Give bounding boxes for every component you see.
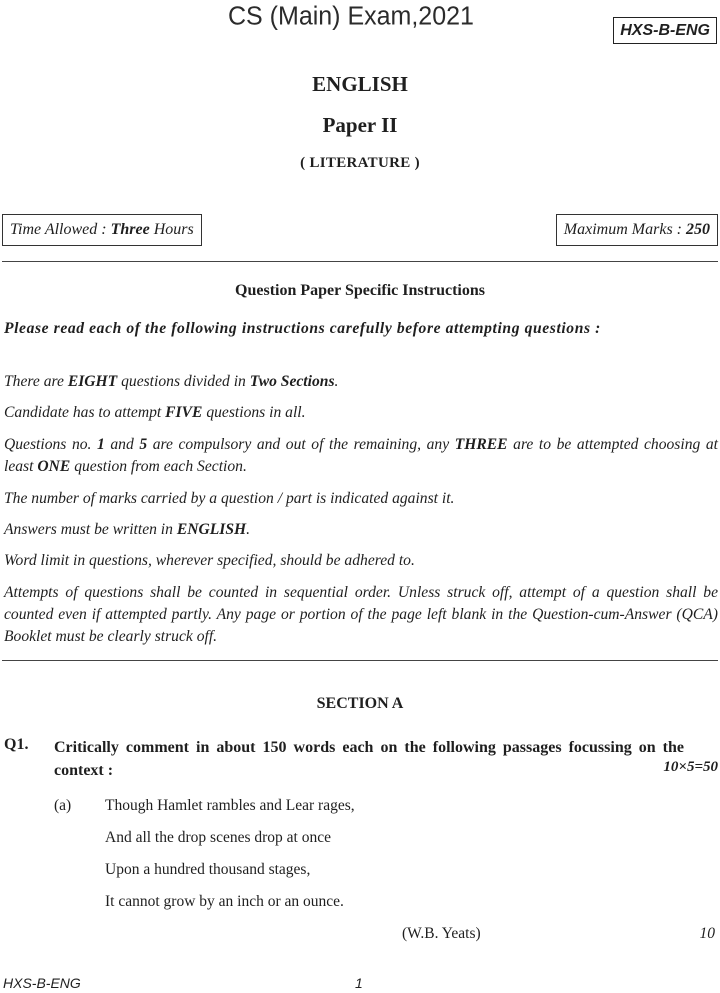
instruction-1 xyxy=(4,371,718,393)
instruction-text: Candidate has to attempt xyxy=(4,404,166,421)
divider-middle xyxy=(2,660,718,661)
exam-stamp: CS (Main) Exam,2021 xyxy=(228,1,474,31)
instruction-7: Attempts of questions shall be counted in sequential order. Unless struck off, attempt of a question shall be counted even if attempted partly. Any page or portion of the page left blank in the Question-cum-Answer (QCA) Booklet must be clearly struck off. xyxy=(4,584,718,645)
section-heading: SECTION A xyxy=(316,695,404,712)
time-unit: Hours xyxy=(153,221,194,238)
poem-line: Upon a hundred thousand stages, xyxy=(105,861,311,878)
instruction-text: Answers must be written in xyxy=(4,521,177,538)
subject-title: ENGLISH xyxy=(312,72,408,96)
instruction-4: The number of marks carried by a question / part is indicated against it. xyxy=(4,490,455,507)
instructions-lead: Please read each of the following instructions carefully before attempting questions : xyxy=(4,320,601,337)
instruction-emphasis: Two Sections xyxy=(249,373,335,390)
time-label: Time Allowed : xyxy=(10,221,107,238)
instruction-text: . xyxy=(334,373,339,390)
instruction-text: are compulsory and out of the remaining, any xyxy=(147,436,455,453)
instruction-text: questions divided in xyxy=(117,373,250,390)
instruction-2 xyxy=(4,402,718,424)
instruction-text: question from each Section. xyxy=(70,458,247,475)
instruction-text: and xyxy=(104,436,140,453)
instruction-emphasis: THREE xyxy=(454,436,508,453)
marks-value: 250 xyxy=(686,221,710,238)
instruction-text: questions in all. xyxy=(202,404,306,421)
time-value: Three xyxy=(110,221,150,238)
instruction-emphasis: FIVE xyxy=(165,404,203,421)
divider-top xyxy=(2,261,718,262)
poem-line: It cannot grow by an inch or an ounce. xyxy=(105,893,344,910)
paper-subtitle: ( LITERATURE ) xyxy=(300,155,420,171)
marks-label: Maximum Marks : xyxy=(563,221,682,238)
instruction-emphasis: 5 xyxy=(139,436,148,453)
instruction-emphasis: 1 xyxy=(97,436,105,453)
part-marks: 10 xyxy=(699,925,715,942)
poem-attribution: (W.B. Yeats) xyxy=(402,925,481,942)
instruction-5 xyxy=(4,519,718,541)
instruction-6: Word limit in questions, wherever specified, should be adhered to. xyxy=(4,552,415,569)
page-number: 1 xyxy=(355,975,363,991)
poem-line: And all the drop scenes drop at once xyxy=(105,829,331,846)
instruction-emphasis: EIGHT xyxy=(67,373,118,390)
question-text: Critically comment in about 150 words each on the following passages focussing on the context : xyxy=(54,739,684,779)
footer-paper-code: HXS-B-ENG xyxy=(3,975,81,991)
instruction-text: There are xyxy=(4,373,68,390)
question-marks: 10×5=50 xyxy=(663,759,718,775)
maximum-marks-box xyxy=(556,214,718,246)
time-allowed-box xyxy=(2,214,202,246)
poem-line: Though Hamlet rambles and Lear rages, xyxy=(105,797,355,814)
instruction-emphasis: ONE xyxy=(37,458,71,475)
instructions-title: Question Paper Specific Instructions xyxy=(235,282,485,299)
paper-code-box: HXS-B-ENG xyxy=(613,17,717,44)
instruction-emphasis: ENGLISH xyxy=(176,521,247,538)
instruction-text: are to be attempted choosing at least xyxy=(4,436,718,475)
question-number: Q1. xyxy=(4,736,29,753)
instruction-text: . xyxy=(246,521,251,538)
instruction-3 xyxy=(4,434,718,478)
part-label: (a) xyxy=(54,797,72,814)
paper-title: Paper II xyxy=(322,113,398,137)
instruction-text: Questions no. xyxy=(4,436,98,453)
